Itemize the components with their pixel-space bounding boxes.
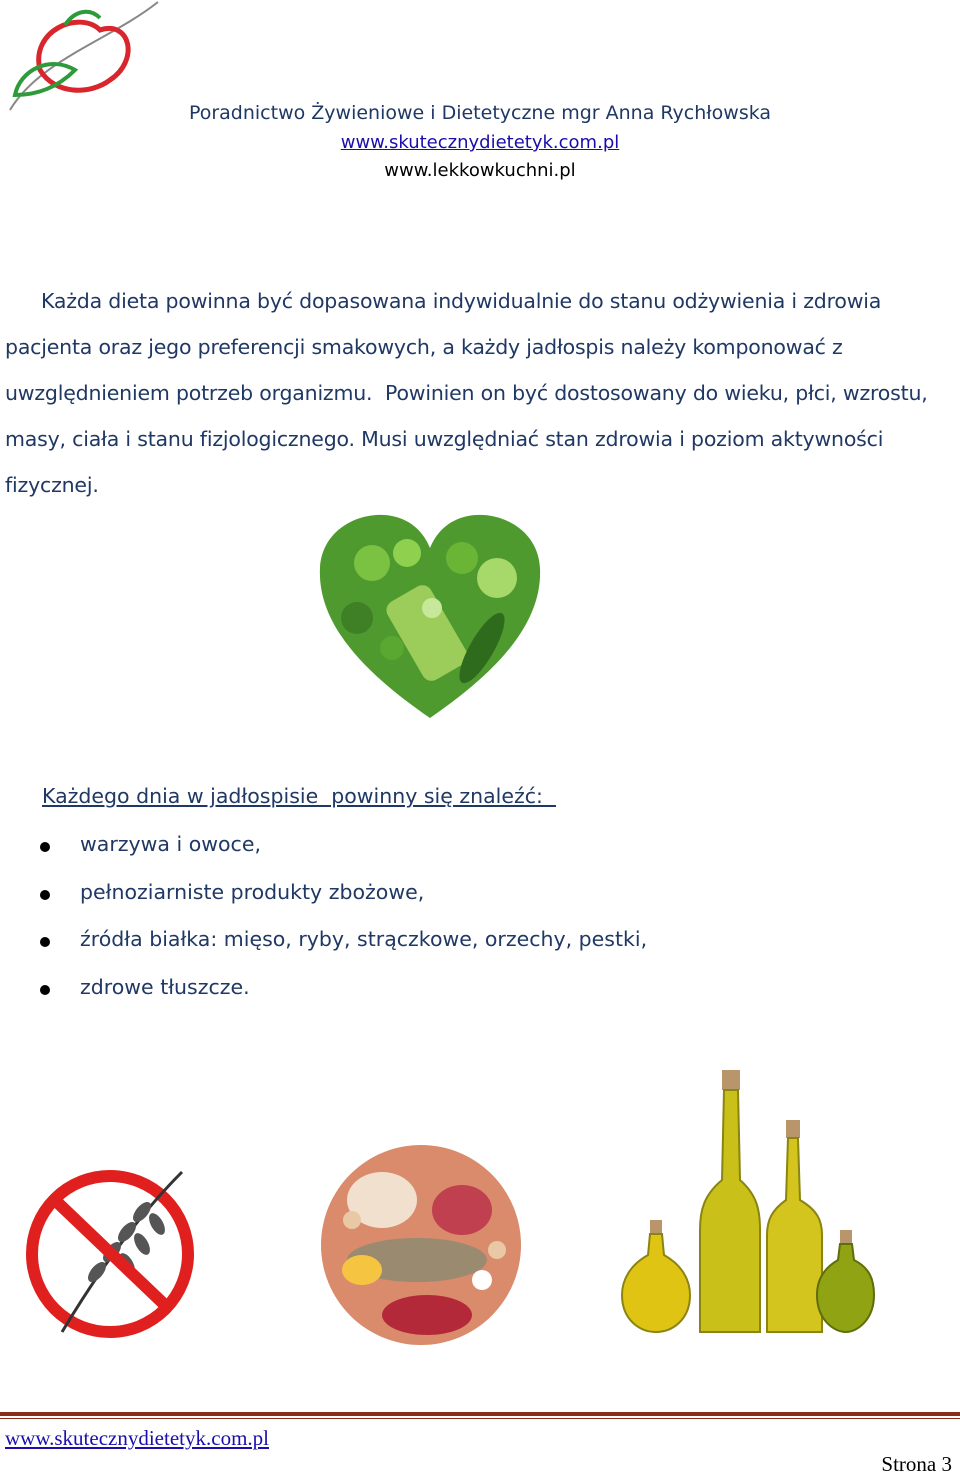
- bullet-icon: [40, 890, 50, 900]
- page-number: Strona 3: [881, 1452, 952, 1476]
- no-wheat-icon: [22, 1162, 207, 1342]
- vegetable-heart-image: [312, 508, 548, 722]
- intro-paragraph: [5, 278, 955, 508]
- header-link-skutecznydietetyk[interactable]: www.skutecznydietetyk.com.pl: [340, 132, 620, 153]
- footer-link[interactable]: www.skutecznydietetyk.com.pl: [5, 1426, 269, 1450]
- header-link-lekkowkuchni[interactable]: www.lekkowkuchni.pl: [384, 160, 576, 181]
- bullet-icon: [40, 985, 50, 995]
- intro-line: masy, ciała i stanu fizjologicznego. Musi uwzględniać stan zdrowia i poziom aktywności: [5, 427, 884, 451]
- olive-oil-bottles-image: [612, 1070, 880, 1340]
- bullet-icon: [40, 937, 50, 947]
- intro-line: Każda dieta powinna być dopasowana indywidualnie do stanu odżywienia i zdrowia: [41, 289, 882, 313]
- header-name: Poradnictwo Żywieniowe i Dietetyczne mgr Anna Rychłowska: [188, 102, 772, 124]
- intro-line: fizycznej.: [5, 473, 99, 497]
- intro-line: uwzględnieniem potrzeb organizmu. Powinien on być dostosowany do wieku, płci, wzrostu,: [5, 381, 928, 405]
- list-heading: Każdego dnia w jadłospisie powinny się znaleźć:: [42, 784, 556, 808]
- bullet-icon: [40, 842, 50, 852]
- footer-rule: [0, 1412, 960, 1416]
- footer-rule-thin: [0, 1418, 960, 1419]
- intro-line: pacjenta oraz jego preferencji smakowych, a każdy jadłospis należy komponować z: [5, 335, 843, 359]
- protein-foods-image: [312, 1140, 530, 1350]
